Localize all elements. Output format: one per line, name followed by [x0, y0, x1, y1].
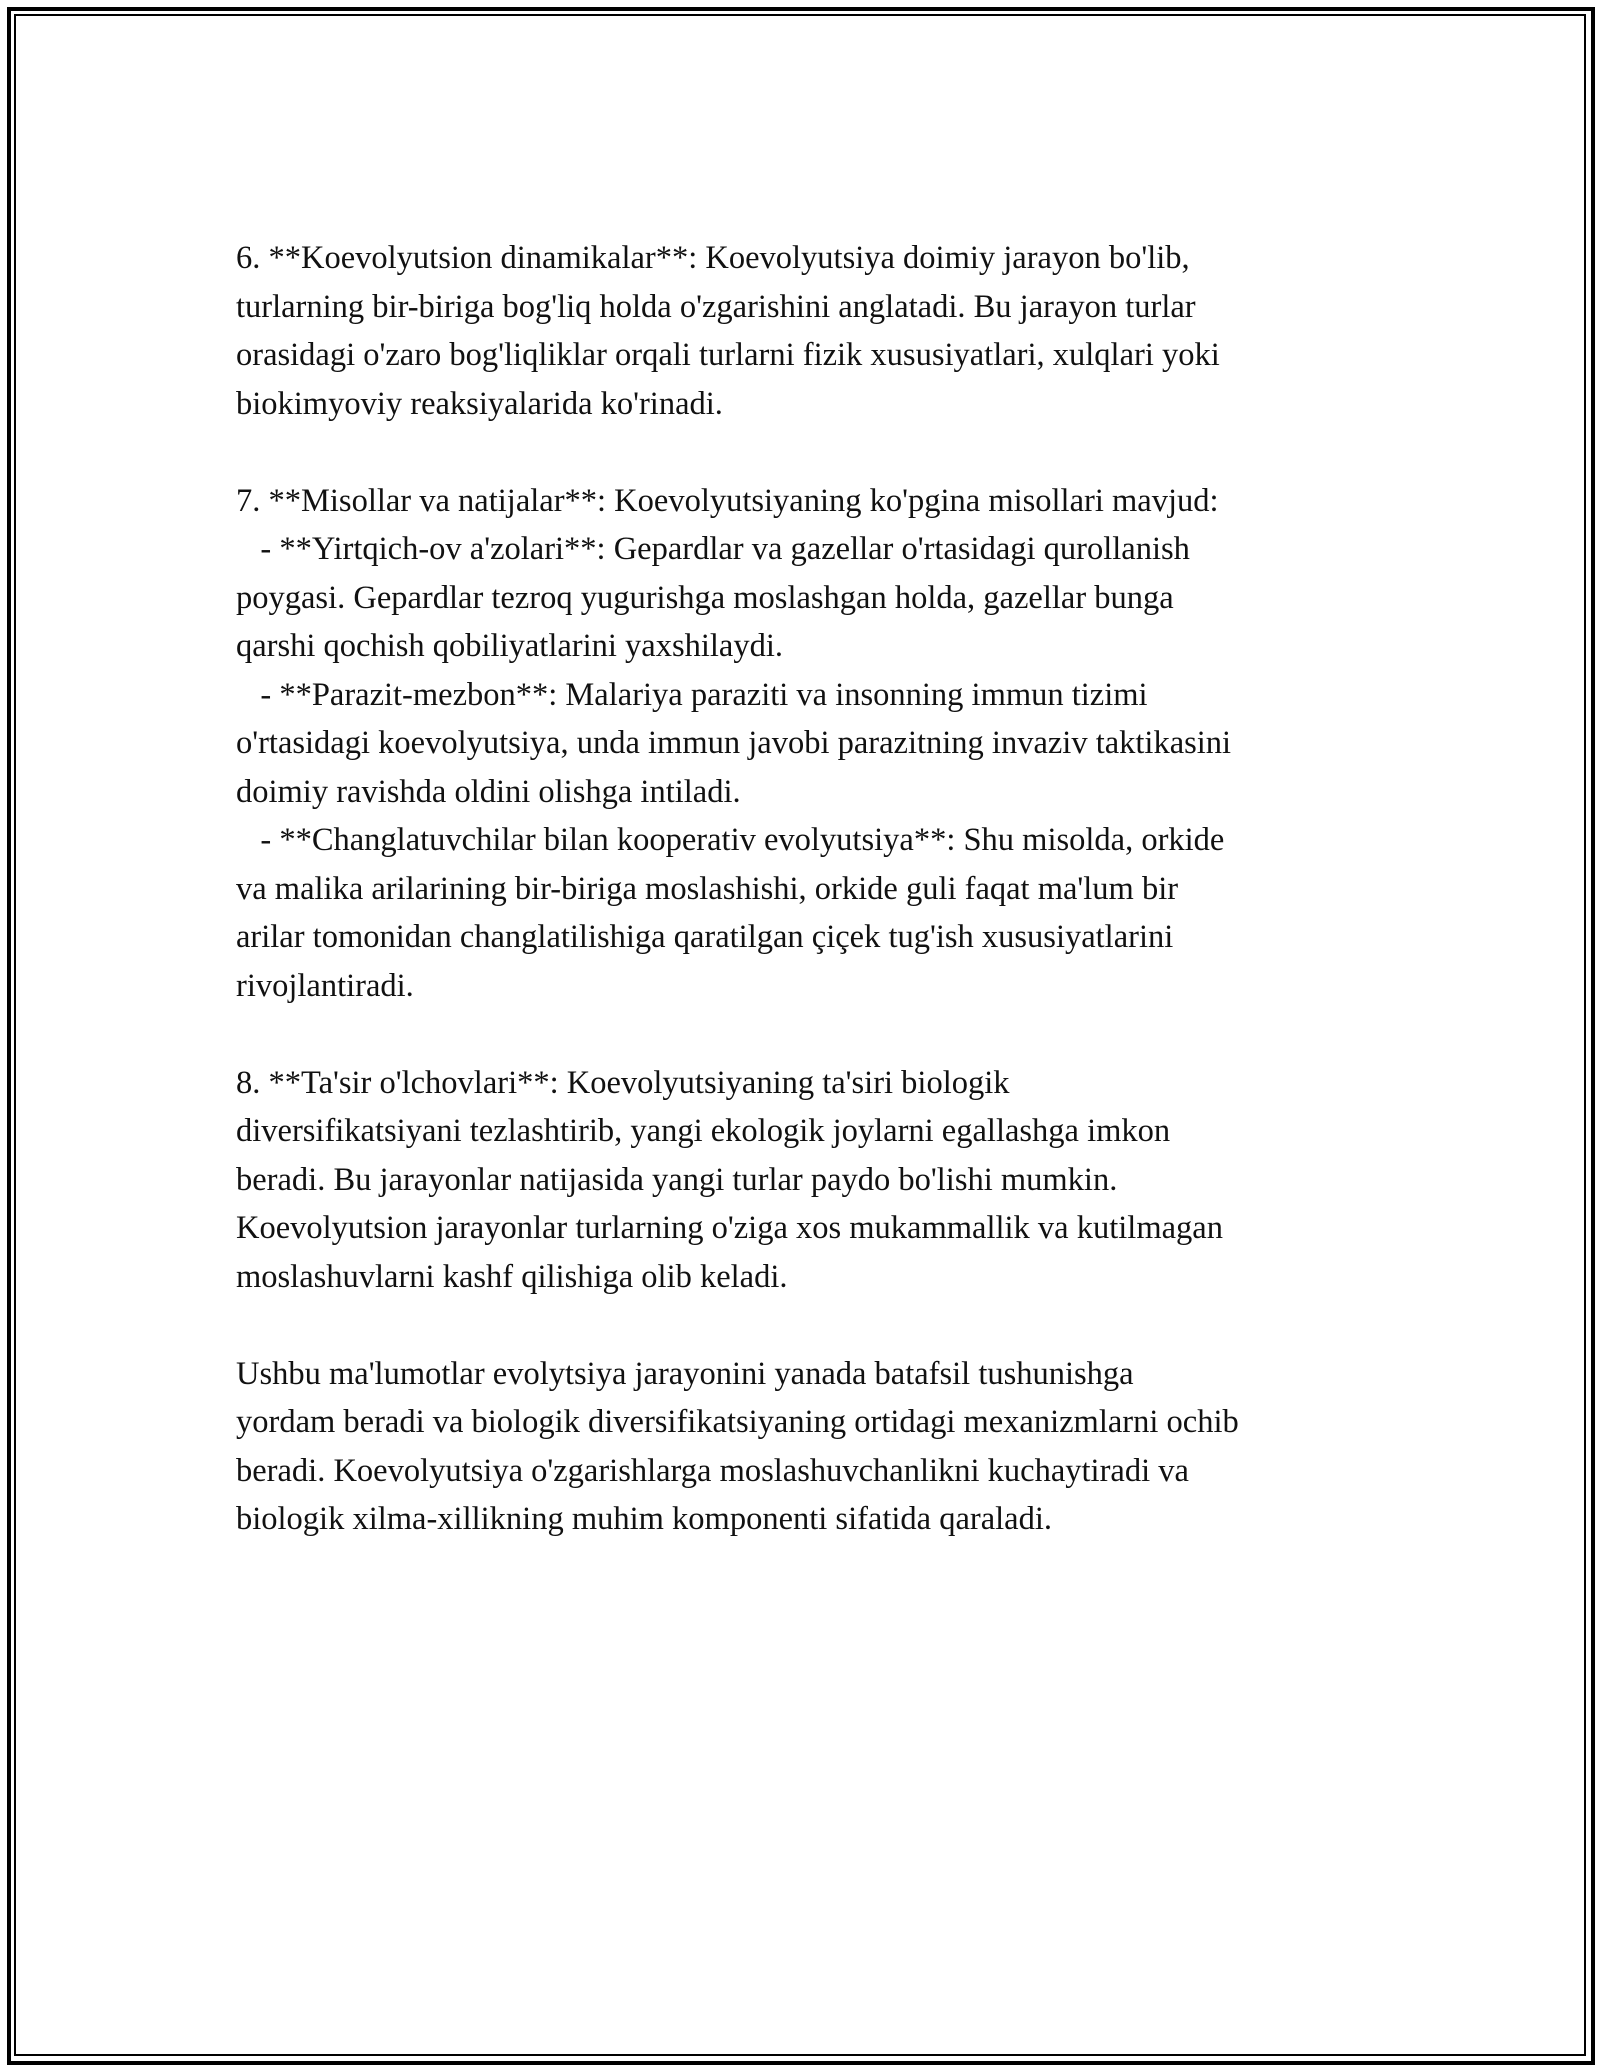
document-body: [236, 234, 1376, 1544]
paragraph-conclusion: Ushbu ma'lumotlar evolytsiya jarayonini yanada batafsil tushunishga yordam beradi va biologik diversifikatsiyaning ortidagi mexanizmlarni ochib beradi. Koevolyutsiya o'zgarishlarga moslashuvchanlikni kuchaytiradi va biologik xilma-xillikning muhim komponenti sifatida qaraladi.: [236, 1355, 1239, 1537]
paragraph-spacer: [236, 428, 1376, 477]
paragraph-spacer: [236, 1301, 1376, 1350]
paragraph-impact-measures: 8. **Ta'sir o'lchovlari**: Koevolyutsiyaning ta'siri biologik diversifikatsiyani tezlashtirib, yangi ekologik joylarni egallashga imkon beradi. Bu jarayonlar natijasida yangi turlar paydo bo'lishi mumkin. Koevolyutsion jarayonlar turlarning o'ziga xos mukammallik va kutilmagan moslashuvlarni kashf qilishiga olib keladi.: [236, 1064, 1223, 1295]
paragraph-examples-results: 7. **Misollar va natijalar**: Koevolyutsiyaning ko'pgina misollari mavjud: - **Yirtqich-ov a'zolari**: Gepardlar va gazellar o'rtasidagi qurollanish poygasi. Gepardlar tezroq yugurishga moslashgan holda, gazellar bunga qarshi qochish qobiliyatlarini yaxshilaydi. - **Parazit-mezbon**: Malariya paraziti va insonning immun tizimi o'rtasidagi koevolyutsiya, unda immun javobi parazitning invaziv taktikasini doimiy ravishda oldini olishga intiladi. - **Changlatuvchilar bilan kooperativ evolyutsiya**: Shu misolda, orkide va malika arilarining bir-biriga moslashishi, orkide guli faqat ma'lum bir arilar tomonidan changlatilishiga qaratilgan çiçek tug'ish xususiyatlarini rivojlantiradi.: [236, 482, 1232, 1004]
paragraph-spacer: [236, 1010, 1376, 1059]
paragraph-coevolution-dynamics: 6. **Koevolyutsion dinamikalar**: Koevolyutsiya doimiy jarayon bo'lib, turlarning bir-biriga bog'liq holda o'zgarishini anglatadi. Bu jarayon turlar orasidagi o'zaro bog'liqliklar orqali turlarni fizik xususiyatlari, xulqlari yoki biokimyoviy reaksiyalarida ko'rinadi.: [236, 240, 1220, 422]
